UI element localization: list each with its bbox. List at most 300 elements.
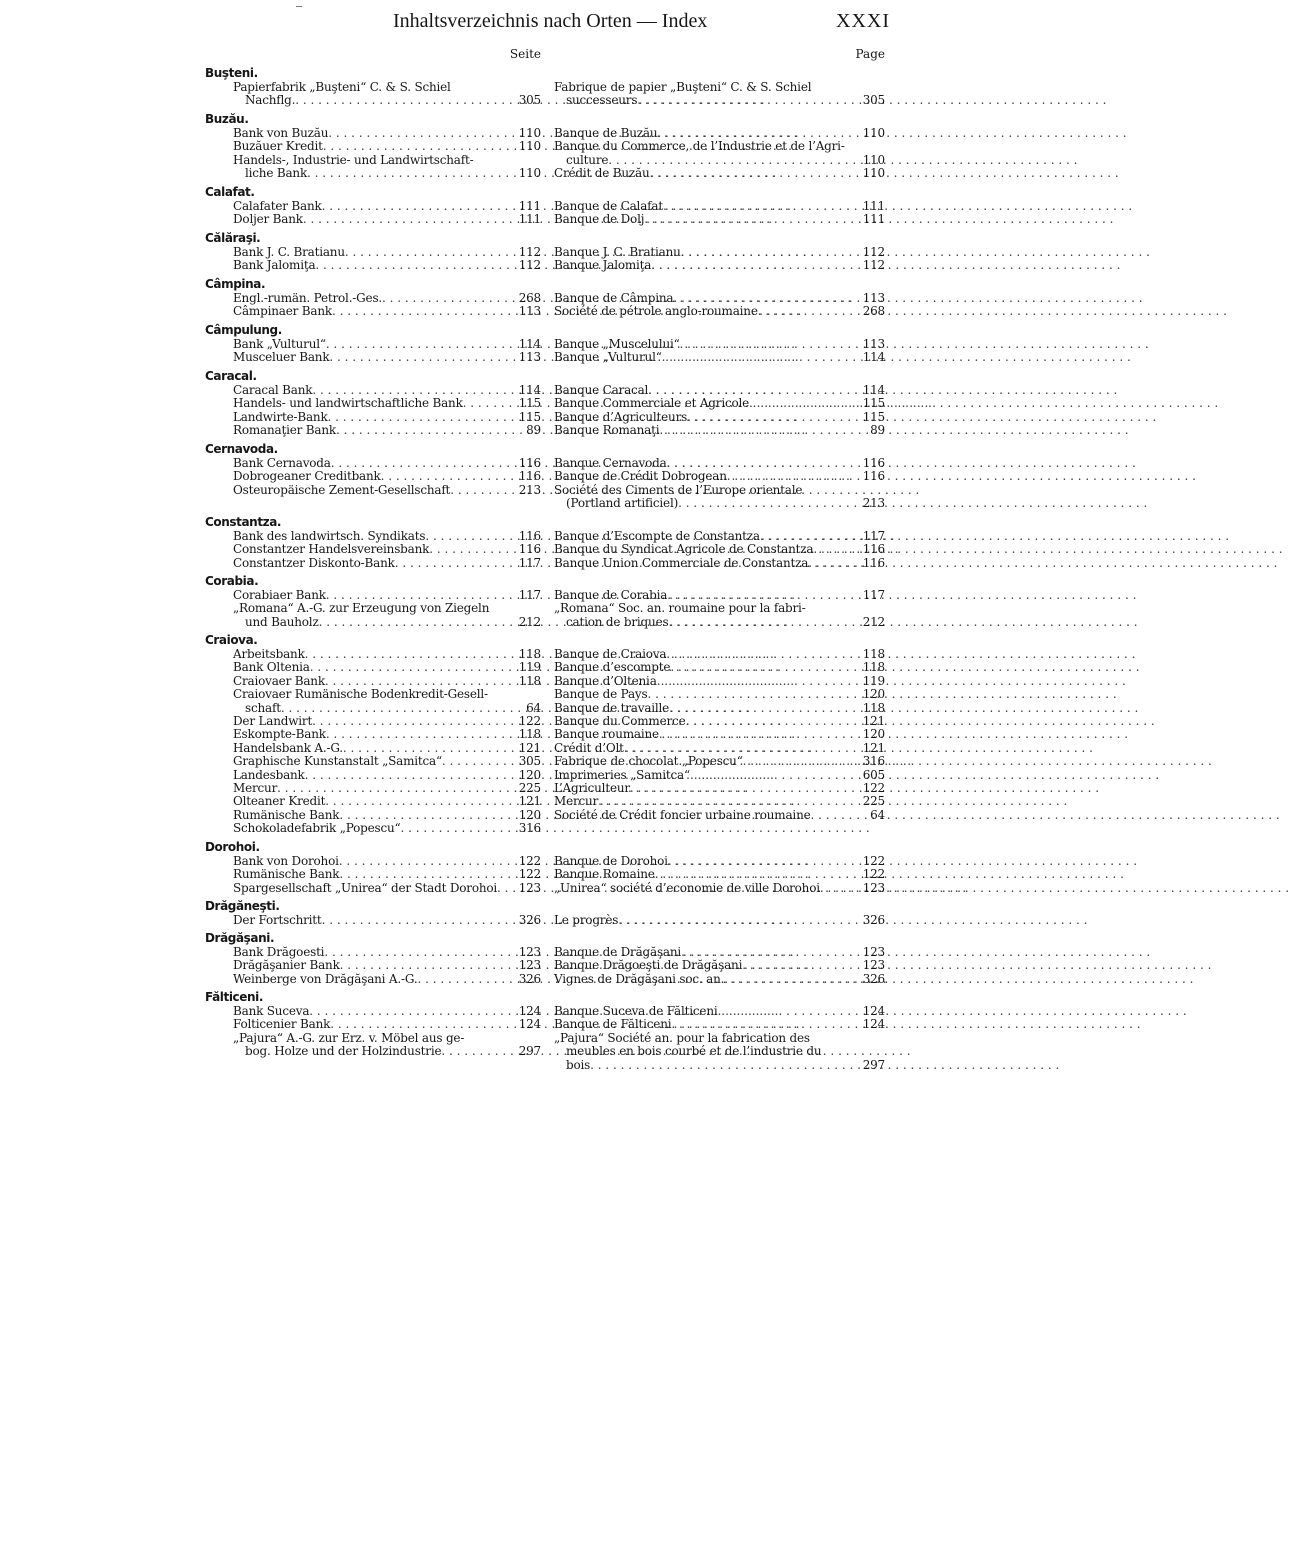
index-entry [549,914,885,927]
dot-leader [655,868,857,881]
entry-label: liche Bank [245,166,308,181]
dot-leader [657,127,857,140]
dot-leader [758,305,857,318]
index-entry [205,200,541,213]
dot-leader [329,351,513,364]
entry-line [233,213,541,226]
index-entry [205,742,541,755]
dot-leader [820,882,857,895]
index-entry [205,855,541,868]
city-section [549,368,885,438]
dot-leader [281,702,513,715]
entry-line [233,292,541,305]
entry-line [554,809,885,822]
dot-leader [326,728,513,741]
dot-leader [685,715,857,728]
entry-page-number: 116 [862,542,885,557]
index-entry [549,702,885,715]
city-section [549,898,885,927]
entry-page-number: 114 [518,383,541,397]
entry-line [233,167,541,180]
index-entry [549,602,885,629]
index-entry [205,769,541,782]
entry-label: Der Fortschritt [233,913,322,927]
dot-leader [345,246,513,259]
entry-label: Banque Commerciale et Agricole [554,396,750,411]
dot-leader [309,1005,513,1018]
index-entry [205,688,541,715]
city-section [549,989,885,1072]
entry-page-number: 110 [862,152,885,167]
index-entry [549,769,885,782]
entry-page-number: 120 [518,767,541,782]
entry-page-number: 111 [518,199,541,213]
index-entry [549,728,885,741]
index-entry [205,259,541,272]
entry-page-number: 121 [862,740,885,755]
entry-page-number: 124 [862,1017,885,1032]
entry-line [554,127,885,140]
entry-label: Banque „Muscelului“ [554,337,680,351]
entry-label: Imprimeries „Samitca“ [554,767,690,782]
entry-page-number: 112 [518,258,541,273]
entry-page-number: 111 [518,212,541,227]
entry-line [233,384,541,397]
city-section [205,111,541,181]
index-entry [549,648,885,661]
entry-page-number: 122 [518,714,541,729]
dot-leader [680,338,857,351]
entry-label: Bank Suceva [233,1004,310,1018]
dot-leader [648,384,857,397]
index-entry [549,484,885,511]
dot-leader [727,470,857,483]
entry-page-number: 89 [870,423,885,438]
entry-line [554,755,885,768]
entry-page-number: 116 [862,469,885,484]
city-heading: Drăgăşani. [205,931,275,945]
entry-page-number: 212 [518,614,541,629]
index-entry [549,246,885,259]
dot-leader [339,868,513,881]
city-section [205,989,541,1072]
entry-line [233,1005,541,1018]
entry-line [233,305,541,318]
entry-label: Rumänische Bank [233,807,340,822]
entry-label: successeurs [566,93,638,108]
index-entry [205,589,541,602]
dot-leader [659,728,857,741]
entry-label: Dobrogeaner Creditbank [233,469,381,484]
entry-page-number: 110 [862,166,885,181]
index-entry [205,795,541,808]
entry-line [233,530,541,543]
dot-leader [670,661,857,674]
entry-label: cation de briques [566,614,669,629]
index-entry [205,809,541,822]
index-entry [205,411,541,424]
entry-page-number: 117 [518,555,541,570]
index-entry [205,675,541,688]
dot-leader [303,213,513,226]
entry-line [554,200,885,213]
entry-line [554,769,885,782]
entry-line [233,94,541,107]
entry-line [233,602,541,615]
entry-label: Doljer Bank [233,212,303,227]
index-entry [205,213,541,226]
city-section [549,573,885,629]
entry-line [554,338,885,351]
entry-label: Banque du Commerce, de l’Industrie et de l’Agri- [554,139,845,154]
entry-label: Bank Jalomiţa [233,258,316,273]
city-section [205,839,541,895]
city-section [205,573,541,629]
index-entry [205,946,541,959]
entry-label: Banque Jalomiţa [554,258,652,273]
index-entry [549,1005,885,1018]
entry-label: Graphische Kunstanstalt „Samitca“ [233,754,442,769]
dot-leader [325,795,513,808]
entry-line [233,154,541,167]
index-entry [205,424,541,437]
dot-leader [277,782,513,795]
entry-line [233,246,541,259]
entry-line [233,661,541,674]
entry-line [233,259,541,272]
index-entry [549,292,885,305]
entry-page-number: 124 [518,1017,541,1032]
entry-line [554,973,885,986]
entry-label: Banque de travaille [554,700,670,715]
entry-line [554,1059,885,1072]
entry-line [554,543,885,556]
entry-label: Banque Union Commerciale de Constantza [554,555,809,570]
entry-line [554,782,885,795]
entry-page-number: 111 [862,199,885,213]
entry-label: Craiovaer Bank [233,673,325,688]
dot-leader [662,351,857,364]
index-entry [549,530,885,543]
index-entry [549,661,885,674]
city-section [205,184,541,227]
entry-page-number: 113 [862,337,885,351]
entry-page-number: 326 [862,971,885,986]
entry-page-number: 64 [526,700,541,715]
entry-page-number: 121 [518,794,541,809]
city-section [549,514,885,570]
dot-leader [497,882,513,895]
entry-label: Constantzer Handelsvereinsbank [233,542,430,557]
entry-line [233,457,541,470]
entry-line [233,946,541,959]
entry-page-number: 326 [518,913,541,927]
entry-label: Banque Romaine [554,867,655,882]
index-entry [549,959,885,972]
entry-label: bog. Holze und der Holzindustrie [245,1044,442,1059]
entry-line [554,557,885,570]
entry-label: Banque Romanaţi [554,423,660,438]
city-section [549,322,885,365]
entry-line [554,351,885,364]
index-entry [549,338,885,351]
dot-leader [681,946,857,959]
entry-page-number: 123 [518,958,541,973]
entry-label: Banque de Craiova [554,647,667,661]
city-heading: Corabia. [205,574,259,588]
dot-leader [441,1045,513,1058]
dot-leader [312,715,513,728]
index-entry [549,127,885,140]
city-heading: Craiova. [205,633,258,647]
entry-line [554,154,885,167]
index-entry [549,1032,885,1072]
entry-label: Rumänische Bank [233,867,340,882]
index-entry [549,1018,885,1031]
entry-label: Spargesellschaft „Unirea“ der Stadt Dorohoi [233,880,498,895]
entry-line [233,782,541,795]
index-entry [205,397,541,410]
dot-leader [742,959,857,972]
dot-leader [687,411,857,424]
entry-line [233,795,541,808]
entry-line [554,1032,885,1045]
entry-label: Banque de Pays [554,687,648,702]
dot-leader [598,795,857,808]
entry-page-number: 122 [862,781,885,796]
dot-leader [336,424,513,437]
entry-line [554,602,885,615]
entry-label: Folticenier Bank [233,1017,331,1032]
entry-label: (Portland artificiel) [566,496,679,511]
dot-leader [669,702,857,715]
entry-line [554,589,885,602]
index-entry [549,213,885,226]
entry-label: Handels-, Industrie- und Landwirtschaft- [233,152,474,167]
entry-label: Nachflg. [245,93,296,108]
index-entry [549,384,885,397]
dot-leader [667,457,857,470]
index-entry [549,795,885,808]
entry-page-number: 305 [518,754,541,769]
dot-leader [307,167,513,180]
entry-line [233,351,541,364]
dot-leader [326,338,513,351]
entry-label: schaft [245,700,281,715]
entry-line [554,675,885,688]
index-entry [205,882,541,895]
entry-page-number: 118 [862,700,885,715]
index-entry [205,728,541,741]
entry-line [233,1018,541,1031]
entry-line [233,1045,541,1058]
index-entry [549,411,885,424]
index-entry [549,557,885,570]
entry-label: Le progrès [554,913,619,927]
city-section [205,441,541,511]
dot-leader [608,154,857,167]
page-column-header: Page [855,47,885,61]
dot-leader [618,914,857,927]
entry-line [554,292,885,305]
entry-line [554,715,885,728]
entry-label: Calafater Bank [233,199,322,213]
entry-page-number: 316 [518,821,541,836]
entry-page-number: 116 [862,555,885,570]
entry-line [554,882,885,895]
entry-label: Banque de Fălticeni [554,1017,672,1032]
entry-label: Bank Cernavoda [233,456,331,470]
dot-leader [690,769,857,782]
entry-label: Corabiaer Bank [233,588,326,602]
entry-line [233,675,541,688]
entry-line [233,81,541,94]
entry-page-number: 268 [518,291,541,305]
index-entry [205,384,541,397]
entry-page-number: 110 [518,126,541,140]
entry-label: Musceluer Bank [233,350,330,365]
index-entry [549,855,885,868]
entry-label: Banque d’Oltenia [554,673,657,688]
city-heading: Constantza. [205,515,282,529]
index-entry [205,959,541,972]
entry-line [233,140,541,153]
city-section [205,322,541,365]
entry-line [554,702,885,715]
entry-page-number: 112 [518,245,541,259]
entry-label: Banque „Vulturul“ [554,350,662,365]
entry-line [233,868,541,881]
dot-leader [310,661,513,674]
dot-leader [322,200,513,213]
entry-label: Constantzer Diskonto-Bank [233,555,395,570]
dot-leader [343,742,513,755]
index-entry [205,661,541,674]
entry-label: L’Agriculteur [554,781,630,796]
index-entry [549,424,885,437]
entry-line [233,616,541,629]
dot-leader [450,484,513,497]
index-entry [205,154,541,181]
entry-label: Fabrique de papier „Buşteni“ C. & S. Schiel [554,80,812,94]
index-entry [549,946,885,959]
entry-page-number: 110 [518,139,541,154]
city-section [205,368,541,438]
dot-leader [331,457,513,470]
city-section [205,230,541,273]
entry-label: meubles en bois courbé et de l’industrie du [566,1044,822,1059]
dot-leader [330,1018,513,1031]
entry-line [554,94,885,107]
entry-line [554,484,885,497]
entry-label: Banque Suceva de Fălticeni [554,1004,718,1018]
entry-label: Bank Drăgoesti [233,945,325,959]
city-heading: Buzău. [205,112,249,126]
entry-line [233,715,541,728]
index-entry [205,351,541,364]
entry-line [233,411,541,424]
index-entry [205,602,541,629]
entry-line [554,411,885,424]
entry-page-number: 213 [862,496,885,511]
entry-page-number: 117 [862,588,885,602]
index-entry [205,715,541,728]
entry-page-number: 123 [862,958,885,973]
dot-leader [340,959,513,972]
entry-line [233,973,541,986]
entry-page-number: 110 [518,166,541,181]
entry-page-number: 120 [862,727,885,742]
entry-page-number: 316 [862,754,885,769]
entry-page-number: 118 [518,727,541,742]
entry-line [554,384,885,397]
dot-leader [671,1018,857,1031]
entry-page-number: 113 [518,304,541,319]
index-entry [549,755,885,768]
entry-line [554,1005,885,1018]
entry-line [554,1045,885,1058]
entry-line [233,484,541,497]
index-entry [549,81,885,108]
entry-label: „Pajura“ Société an. pour la fabrication des [554,1030,810,1045]
entry-page-number: 118 [518,647,541,661]
entry-page-number: 297 [518,1044,541,1059]
city-section [549,632,885,836]
entry-line [554,661,885,674]
index-entry [549,259,885,272]
dot-leader [760,530,857,543]
entry-label: Société des Ciments de l’Europe orientale [554,482,803,497]
entry-page-number: 116 [518,542,541,557]
entry-label: Vignes de Drăgăşani soc. an. [554,971,725,986]
index-entry [549,675,885,688]
entry-line [233,882,541,895]
entry-line [233,702,541,715]
city-heading: Fălticeni. [205,990,264,1004]
dot-leader [395,557,513,570]
entry-label: Banque de Drăgăşani [554,945,682,959]
entry-line [554,868,885,881]
dot-leader [328,127,513,140]
entry-label: Société de Crédit foncier urbaine roumaine [554,807,811,822]
entry-page-number: 121 [518,740,541,755]
entry-page-number: 118 [518,673,541,688]
entry-label: Banque Cernavoda [554,456,667,470]
entry-label: bois [566,1057,591,1072]
entry-label: Engl.-rumän. Petrol.-Ges. [233,291,383,305]
index-entry [549,882,885,895]
dot-leader [425,530,513,543]
dot-leader [630,782,857,795]
entry-label: Bank J. C. Bratianu [233,245,345,259]
index-entry [205,557,541,570]
entry-label: „Pajura“ A.-G. zur Erz. v. Möbel aus ge- [233,1030,465,1045]
entry-page-number: 115 [518,396,541,411]
index-entry [205,648,541,661]
entry-line [554,946,885,959]
index-entry [205,457,541,470]
index-entry [549,470,885,483]
entry-line [233,648,541,661]
entry-label: Banque de Calafat [554,199,663,213]
entry-label: culture [566,152,609,167]
entry-line [233,809,541,822]
entry-label: Romanaţier Bank [233,423,336,438]
index-entry [549,809,885,822]
entry-line [233,557,541,570]
entry-line [233,397,541,410]
entry-line [233,470,541,483]
